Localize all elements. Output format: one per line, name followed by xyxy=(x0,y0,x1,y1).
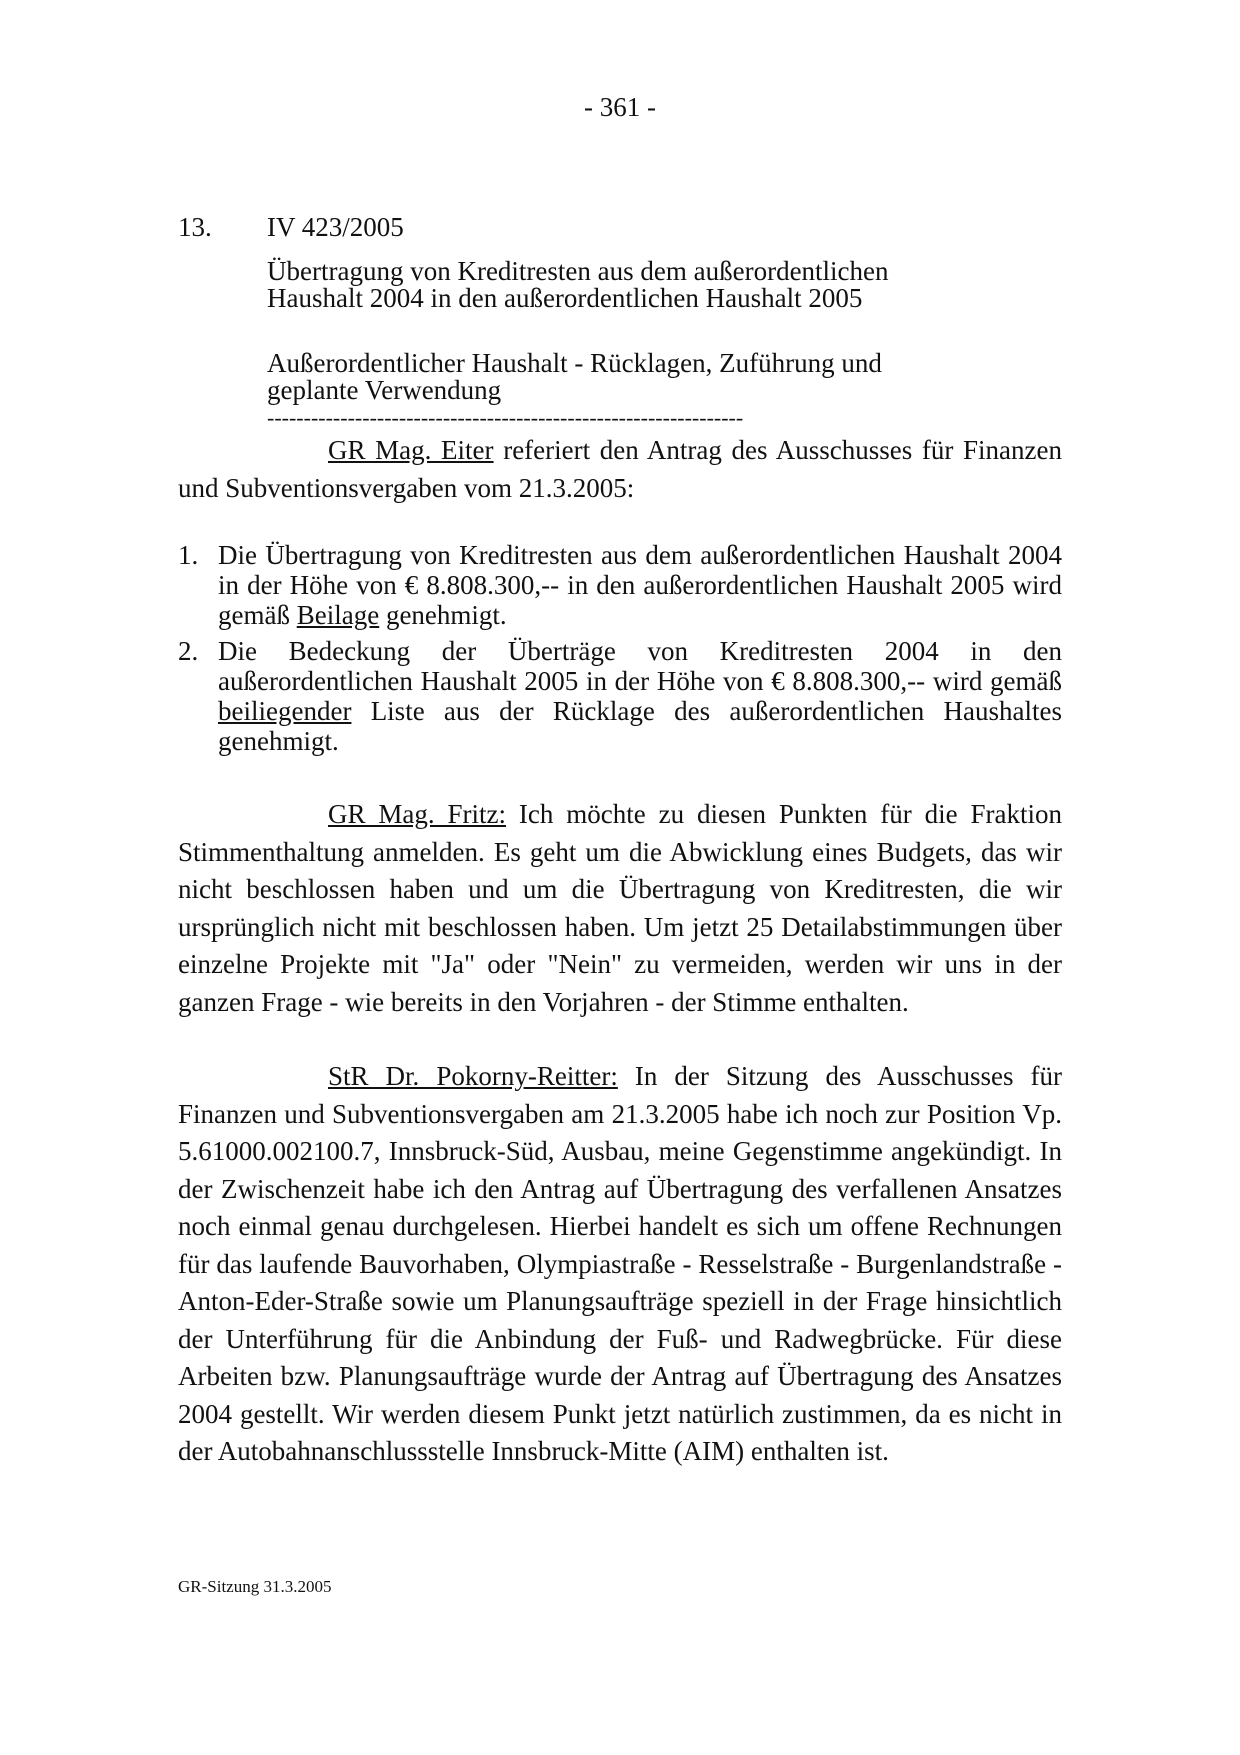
agenda-item-subtitle: Außerordentlicher Haushalt - Rücklagen, Zuführung und geplante Verwendung xyxy=(267,348,882,405)
speaker-eiter: GR Mag. Eiter xyxy=(328,435,494,465)
motion-number: 2. xyxy=(178,636,199,666)
agenda-item-code: IV 423/2005 xyxy=(267,212,404,242)
motion-text xyxy=(218,540,1062,630)
beiliegender-reference: beiliegender xyxy=(218,696,352,726)
motion-text xyxy=(218,636,1062,756)
eiter-paragraph xyxy=(178,432,1062,507)
beilage-reference: Beilage xyxy=(296,600,380,630)
agenda-item-number: 13. xyxy=(178,212,212,242)
speaker-fritz: GR Mag. Fritz: xyxy=(328,799,507,829)
separator-line: ----------------------------------------------------------------- xyxy=(267,405,744,430)
fritz-paragraph xyxy=(178,796,1062,1021)
motion-text-after: Liste aus der Rücklage des außerordentlichen Haushaltes genehmigt. xyxy=(218,696,1062,756)
pokorny-paragraph xyxy=(178,1058,1062,1471)
agenda-item-title: Übertragung von Kreditresten aus dem außerordentlichen Haushalt 2004 in den außerordentlichen Haushalt 2005 xyxy=(267,256,889,313)
pokorny-text: In der Sitzung des Ausschusses für Finanzen und Subventionsvergaben am 21.3.2005 habe ich noch zur Position Vp. 5.61000.002100.7, Innsbruck-Süd, Ausbau, meine Gegenstimme angekündigt. In der Zwischenzeit habe ich den Antrag auf Übertragung des verfallenen Ansatzes noch einmal genau durchgelesen. Hierbei handelt es sich um offene Rechnungen für das laufende Bauvorhaben, Olympiastraße - Resselstraße - Burgenlandstraße - Anton-Eder-Straße sowie um Planungsaufträge speziell in der Frage hinsichtlich der Unterführung für die Anbindung der Fuß- und Radwegbrücke. Für diese Arbeiten bzw. Planungsaufträge wurde der Antrag auf Übertragung des Ansatzes 2004 gestellt. Wir werden diesem Punkt jetzt natürlich zustimmen, da es nicht in der Autobahnanschlussstelle Innsbruck-Mitte (AIM) enthalten ist. xyxy=(178,1061,1062,1466)
eiter-text: referiert den Antrag des Ausschusses für Finanzen und Subventionsvergaben vom 21.3.2005: xyxy=(178,435,1062,503)
speaker-pokorny-reitter: StR Dr. Pokorny-Reitter: xyxy=(328,1061,618,1091)
motion-text-after: genehmigt. xyxy=(379,600,507,630)
footer-session-date: GR-Sitzung 31.3.2005 xyxy=(178,1577,332,1596)
fritz-text: Ich möchte zu diesen Punkten für die Fraktion Stimmenthaltung anmelden. Es geht um die Abwicklung eines Budgets, das wir nicht beschlossen haben und um die Übertragung von Kreditresten, die wir ursprünglich nicht mit beschlossen haben. Um jetzt 25 Detailabstimmungen über einzelne Projekte mit "Ja" oder "Nein" zu vermeiden, werden wir uns in der ganzen Frage - wie bereits in den Vorjahren - der Stimme enthalten. xyxy=(178,799,1063,1017)
motion-number: 1. xyxy=(178,540,199,570)
page-number: - 361 - xyxy=(584,92,656,122)
motion-text-before: Die Übertragung von Kreditresten aus dem außerordentlichen Haushalt 2004 in der Höhe von € 8.808.300,-- in den außerordentlichen Haushalt 2005 wird gemäß xyxy=(218,540,1062,630)
motion-text-before: Die Bedeckung der Überträge von Kreditresten 2004 in den außerordentlichen Haushalt 2005 in der Höhe von € 8.808.300,-- wird gemäß xyxy=(218,636,1062,696)
